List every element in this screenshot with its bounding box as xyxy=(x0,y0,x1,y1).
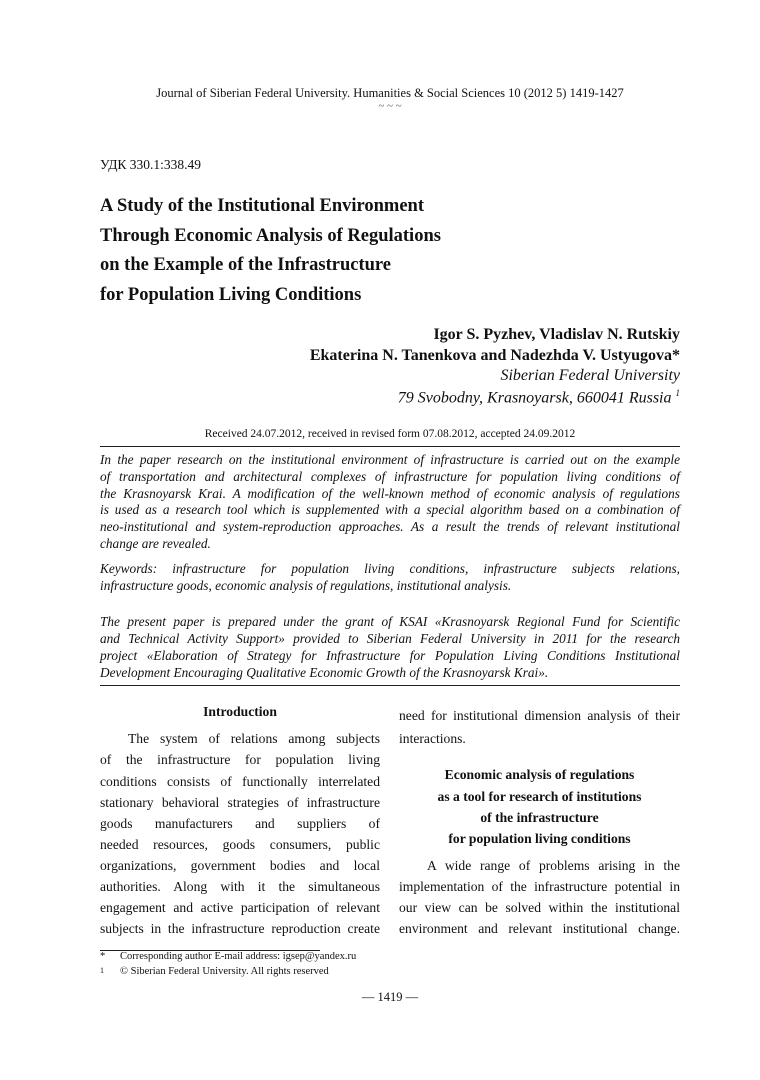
authors-line: Igor S. Pyzhev, Vladislav N. Rutskiy xyxy=(433,326,680,343)
grant-line: and Technical Activity Support» provided to Siberian Federal University in 2011 for the research xyxy=(100,631,680,646)
abstract-line: is used as a research tool which is supplemented with a special algorithm based on a combination of xyxy=(100,502,680,517)
abstract-line: In the paper research on the institutional environment of infrastructure is carried out on the example xyxy=(100,452,680,467)
section-heading: of the infrastructure xyxy=(480,810,599,825)
title-line: for Population Living Conditions xyxy=(100,285,362,305)
body-line: our view can be solved within the institutional xyxy=(399,900,680,915)
title-line: A Study of the Institutional Environment xyxy=(100,196,424,216)
authors-line: Ekaterina N. Tanenkova and Nadezhda V. Ustyugova* xyxy=(309,347,680,364)
body-line: environment and relevant institutional change. xyxy=(399,921,680,936)
keywords-line: infrastructure goods, economic analysis of regulations, institutional analysis. xyxy=(100,578,512,593)
divider xyxy=(100,446,680,447)
page-number: — 1419 — xyxy=(361,990,419,1004)
grant-line: Development Encouraging Qualitative Economic Growth of the Krasnoyarsk Krai». xyxy=(100,665,549,680)
body-line: stationary behavioral strategies of infrastructure xyxy=(100,795,380,810)
section-heading: as a tool for research of institutions xyxy=(437,789,642,804)
section-heading: Introduction xyxy=(203,704,277,719)
body-line: The system of relations among subjects xyxy=(128,731,380,746)
body-line: authorities. Along with it the simultaneous xyxy=(100,879,380,894)
divider xyxy=(100,685,680,686)
abstract-line: neo-institutional and system-reproduction approaches. As a result the trends of relevant institutional xyxy=(100,519,680,534)
body-line: of the infrastructure for population living xyxy=(100,752,380,767)
body-line: interactions. xyxy=(399,731,466,746)
footnote-mark: 1 xyxy=(100,966,104,975)
footnote-mark: 1 xyxy=(675,388,680,398)
journal-header: Journal of Siberian Federal University. Humanities & Social Sciences 10 (2012 5) 1419-1427 xyxy=(156,86,624,100)
abstract-line: of transportation and architectural complexes of infrastructure for population living conditions of xyxy=(100,469,680,484)
body-line: A wide range of problems arising in the xyxy=(427,858,680,873)
footnote xyxy=(100,966,329,977)
footnote xyxy=(100,951,356,962)
body-line: conditions consists of functionally interrelated xyxy=(100,774,380,789)
body-line: subjects in the infrastructure reproduction create xyxy=(100,921,380,936)
grant-line: project «Elaboration of Strategy for Infrastructure for Population Living Conditions Institutional xyxy=(100,648,680,663)
section-heading: for population living conditions xyxy=(448,831,631,846)
footnote-text: Corresponding author E-mail address: igsep@yandex.ru xyxy=(120,951,357,962)
body-line: needed resources, goods consumers, public xyxy=(100,837,380,852)
footnote-text: © Siberian Federal University. All rights reserved xyxy=(120,966,329,977)
body-line: implementation of the infrastructure potential in xyxy=(399,879,680,894)
keywords-line: Keywords: infrastructure for population living conditions, infrastructure subjects relations, xyxy=(100,561,680,576)
abstract-line: the Krasnoyarsk Krai. A modification of the well-known method of economic analysis of regulations xyxy=(100,486,680,501)
address: 79 Svobodny, Krasnoyarsk, 660041 Russia $^1$ xyxy=(397,388,680,407)
body-line: need for institutional dimension analysis of their xyxy=(399,708,680,723)
grant-line: The present paper is prepared under the grant of KSAI «Krasnoyarsk Regional Fund for Scientific xyxy=(100,614,680,629)
header-ornament: ~ ~ ~ xyxy=(378,100,402,112)
title-line: Through Economic Analysis of Regulations xyxy=(100,226,441,246)
footnote-mark: * xyxy=(100,951,106,962)
udk-code: УДК 330.1:338.49 xyxy=(100,157,202,172)
section-heading: Economic analysis of regulations xyxy=(444,767,635,782)
title-line: on the Example of the Infrastructure xyxy=(100,255,392,275)
affiliation: Siberian Federal University xyxy=(500,367,680,384)
abstract-line: change are revealed. xyxy=(100,536,211,551)
body-line: engagement and active participation of relevant xyxy=(100,900,380,915)
body-line: organizations, government bodies and local xyxy=(100,858,380,873)
body-line: goods manufacturers and suppliers of xyxy=(100,816,380,831)
received-dates: Received 24.07.2012, received in revised form 07.08.2012, accepted 24.09.2012 xyxy=(204,428,576,440)
